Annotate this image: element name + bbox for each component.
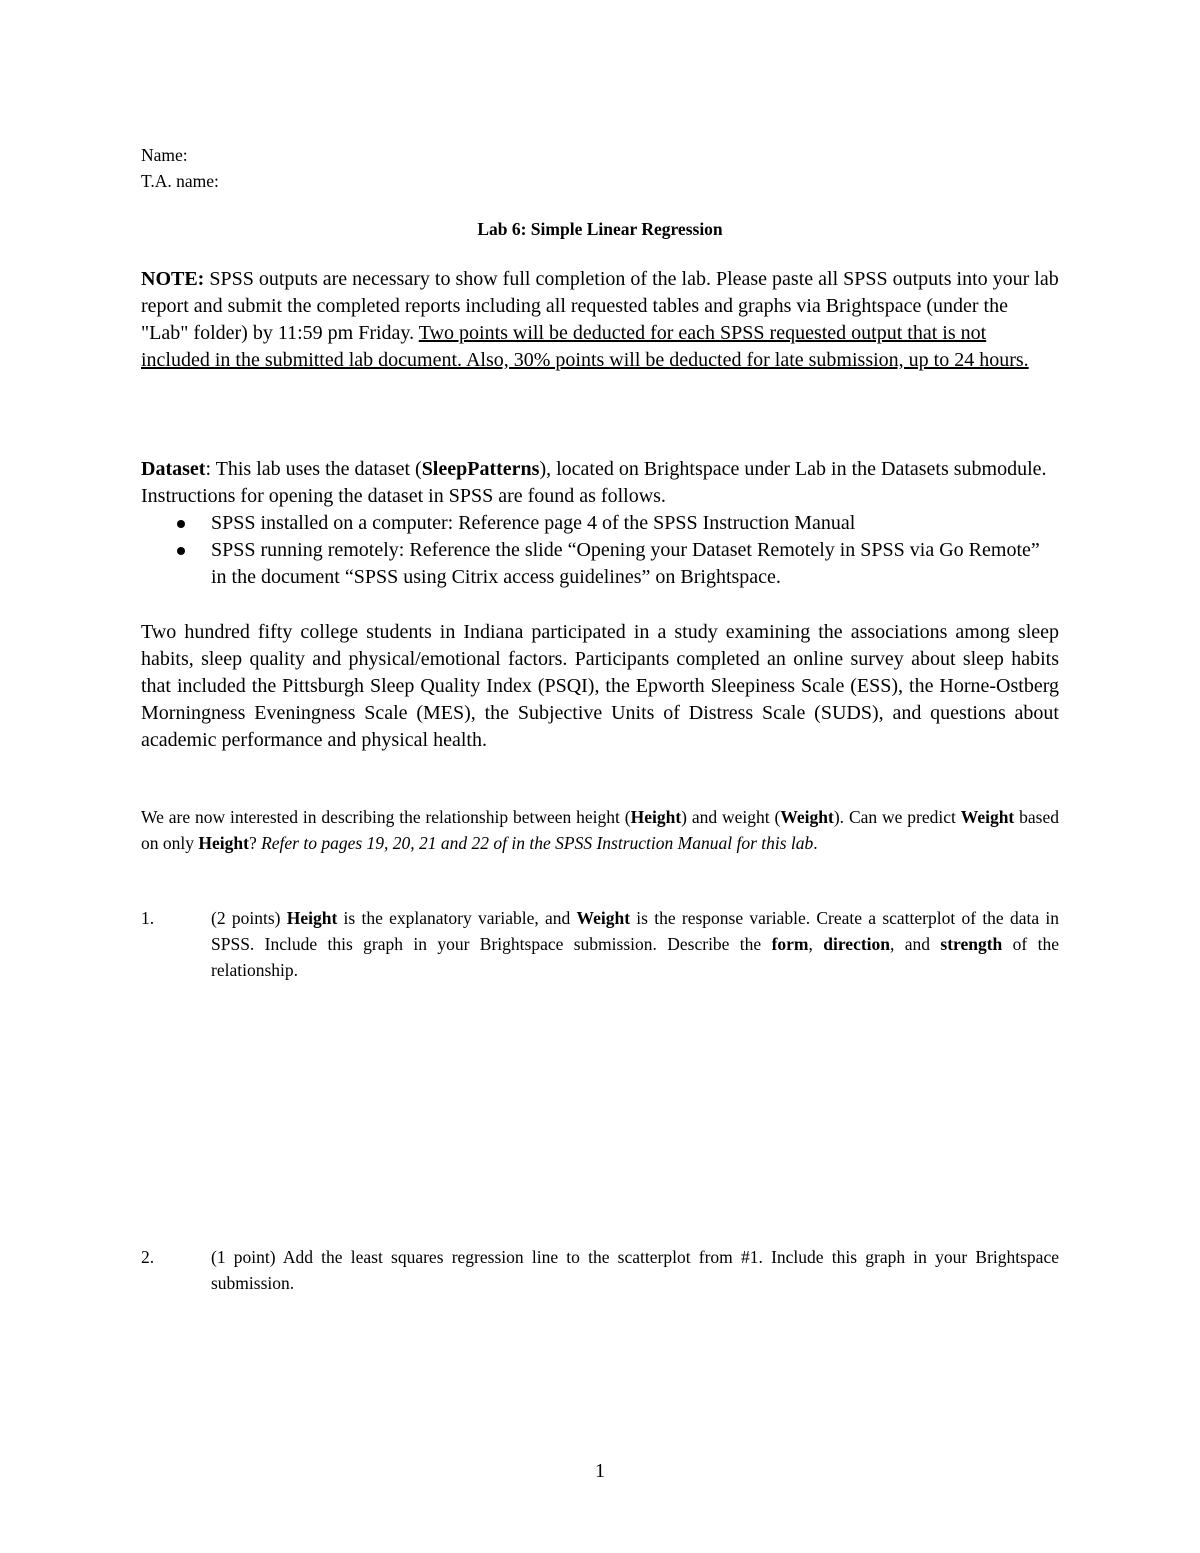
- dataset-instructions-list: [141, 510, 1059, 591]
- study-description-paragraph: Two hundred fifty college students in Indiana participated in a study examining the associations among sleep habits, sleep quality and physical/emotional factors. Participants completed an online survey about sleep habits that included the Pittsburgh Sleep Quality Index (PSQI), the Epworth Sleepiness Scale (ESS), the Horne-Ostberg Morningness Eveningness Scale (MES), the Subjective Units of Distress Scale (SUDS), and questions about academic performance and physical health.: [141, 621, 1059, 751]
- page-number: 1: [595, 1460, 605, 1482]
- question-number: 2.: [141, 1247, 155, 1267]
- dataset-section: [141, 456, 1059, 591]
- note-paragraph: [141, 266, 1059, 374]
- ta-name-label: T.A. name:: [141, 171, 219, 191]
- question-text: (2 points) Height is the explanatory variable, and Weight is the response variable. Create a scatterplot of the data in SPSS. Include this graph in your Brightspace submission. Describe the form, direction, and strength of the relationship.: [211, 908, 1059, 980]
- list-item: SPSS installed on a computer: Reference page 4 of the SPSS Instruction Manual: [141, 510, 1059, 537]
- bullet-icon: [177, 520, 185, 528]
- question-1: [141, 905, 1059, 983]
- question-text: (1 point) Add the least squares regression line to the scatterplot from #1. Include this graph in your Brightspace submission.: [211, 1247, 1059, 1293]
- intro-paragraph: We are now interested in describing the relationship between height (Height) and weight (Weight). Can we predict Weight based on only Height? Refer to pages 19, 20, 21 and 22 of in the SPSS Instruction Manual for this lab.: [141, 807, 1059, 853]
- question-2: [141, 1244, 1059, 1296]
- dataset-label: Dataset: [141, 458, 206, 480]
- dataset-name: SleepPatterns: [421, 458, 540, 480]
- question-number: 1.: [141, 908, 155, 928]
- student-name-label: Name:: [141, 145, 188, 165]
- dataset-paragraph: Dataset: This lab uses the dataset (SleepPatterns), located on Brightspace under Lab in the Datasets submodule. Instructions for opening the dataset in SPSS are found as follows.: [141, 458, 1047, 507]
- manual-reference: Refer to pages 19, 20, 21 and 22 of in the SPSS Instruction Manual for this lab: [261, 833, 814, 853]
- note-label: NOTE:: [141, 268, 205, 290]
- lab-title: Lab 6: Simple Linear Regression: [477, 219, 723, 239]
- bullet-icon: [177, 547, 185, 555]
- note-penalty-text: Two points will be deducted for each SPSS requested output that is not included in the submitted lab document. Also, 30% points will be deducted for late submission, up to 24 hours.: [141, 322, 1029, 371]
- list-item: SPSS running remotely: Reference the slide “Opening your Dataset Remotely in SPSS via Go Remote” in the document “SPSS using Citrix access guidelines” on Brightspace.: [141, 537, 1059, 591]
- note-text: SPSS outputs are necessary to show full completion of the lab. Please paste all SPSS outputs into your lab report and submit the completed reports including all requested tables and graphs via Brightspace (under the "Lab" folder) by 11:59 pm Friday.: [141, 268, 1059, 344]
